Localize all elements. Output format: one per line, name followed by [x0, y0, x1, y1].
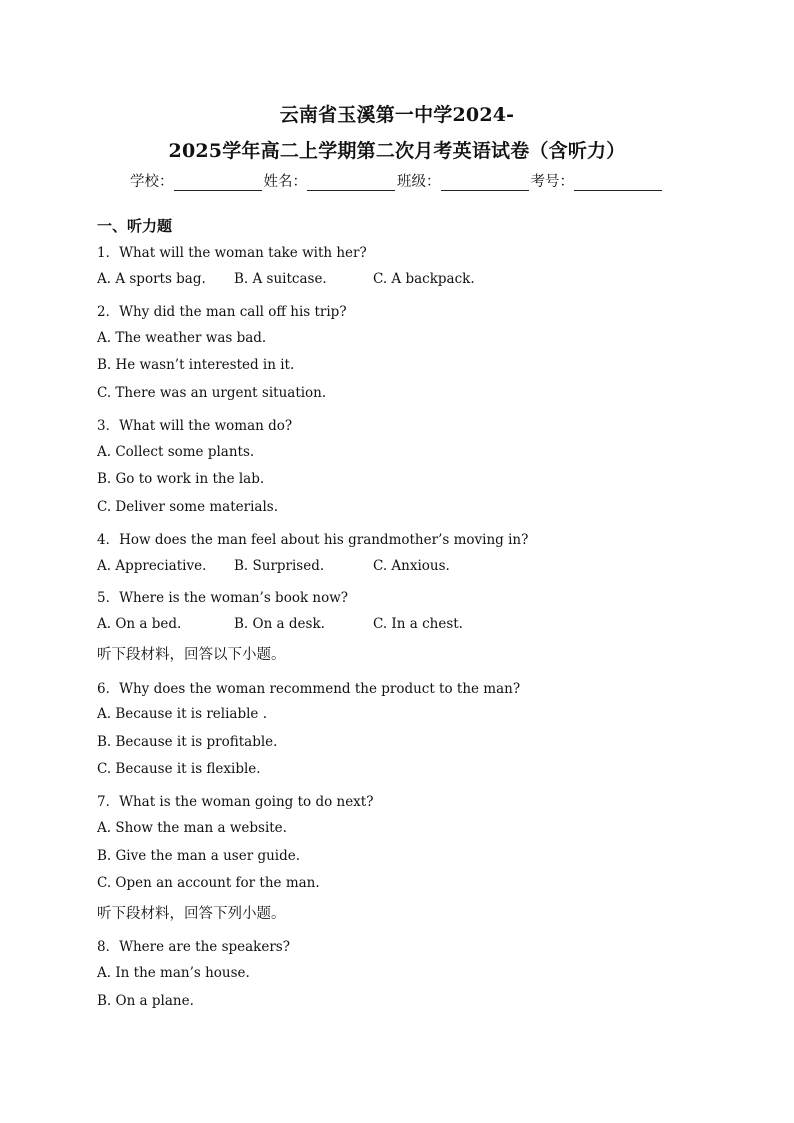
question-7-stem: 7．What is the woman going to do next?: [97, 794, 374, 810]
class-field[interactable]: [397, 170, 531, 191]
question-2-option-c[interactable]: C. There was an urgent situation.: [97, 385, 327, 401]
exam-title-line-2: 2025学年高二上学期第二次月考英语试卷（含听力）: [168, 140, 626, 162]
question-4-stem: 4．How does the man feel about his grandmother’s moving in?: [97, 532, 529, 548]
question-6-option-c[interactable]: C. Because it is flexible.: [97, 761, 261, 777]
exam-number-blank[interactable]: [574, 176, 662, 191]
question-1-option-c[interactable]: C. A backpack.: [373, 271, 475, 287]
school-blank[interactable]: [174, 176, 262, 191]
question-8-stem: 8．Where are the speakers?: [97, 939, 290, 955]
question-1-stem: 1．What will the woman take with her?: [97, 245, 367, 261]
question-5-option-b[interactable]: B. On a desk.: [234, 616, 325, 632]
exam-title-line-1: 云南省玉溪第一中学2024-: [279, 104, 515, 126]
question-5-stem: 5．Where is the woman’s book now?: [97, 590, 349, 606]
question-2-option-b[interactable]: B. He wasn’t interested in it.: [97, 357, 295, 373]
question-7-option-c[interactable]: C. Open an account for the man.: [97, 875, 320, 891]
question-8-option-a[interactable]: A. In the man’s house.: [97, 965, 250, 981]
section-title: 一、听力题: [97, 217, 173, 235]
name-blank[interactable]: [307, 176, 395, 191]
question-7-option-b[interactable]: B. Give the man a user guide.: [97, 848, 301, 864]
question-6-stem: 6．Why does the woman recommend the product to the man?: [97, 681, 521, 697]
question-5-option-c[interactable]: C. In a chest.: [373, 616, 463, 632]
exam-number-label: 考号：: [530, 174, 574, 190]
class-blank[interactable]: [441, 176, 529, 191]
question-6-option-b[interactable]: B. Because it is profitable.: [97, 734, 278, 750]
student-info-row: [0, 170, 794, 191]
question-2-option-a[interactable]: A. The weather was bad.: [97, 330, 267, 346]
school-label: 学校：: [130, 174, 174, 190]
question-3-option-c[interactable]: C. Deliver some materials.: [97, 499, 278, 515]
question-5-option-a[interactable]: A. On a bed.: [97, 616, 182, 632]
question-1-option-b[interactable]: B. A suitcase.: [234, 271, 327, 287]
question-3-option-a[interactable]: A. Collect some plants.: [97, 444, 255, 460]
question-2-stem: 2．Why did the man call off his trip?: [97, 304, 347, 320]
question-4-option-a[interactable]: A. Appreciative.: [97, 558, 207, 574]
question-6-option-a[interactable]: A. Because it is reliable .: [97, 706, 267, 722]
question-7-option-a[interactable]: A. Show the man a website.: [97, 820, 287, 836]
school-field[interactable]: [130, 170, 264, 191]
listening-instruction-2: 听下段材料，回答下列小题。: [97, 906, 286, 922]
listening-instruction-1: 听下段材料，回答以下小题。: [97, 647, 286, 663]
question-8-option-b[interactable]: B. On a plane.: [97, 993, 194, 1009]
name-field[interactable]: [264, 170, 398, 191]
question-4-option-b[interactable]: B. Surprised.: [234, 558, 325, 574]
question-3-option-b[interactable]: B. Go to work in the lab.: [97, 471, 265, 487]
name-label: 姓名：: [263, 174, 307, 190]
exam-number-field[interactable]: [531, 170, 665, 191]
question-3-stem: 3．What will the woman do?: [97, 418, 293, 434]
class-label: 班级：: [397, 174, 441, 190]
question-4-option-c[interactable]: C. Anxious.: [373, 558, 450, 574]
question-1-option-a[interactable]: A. A sports bag.: [97, 271, 206, 287]
